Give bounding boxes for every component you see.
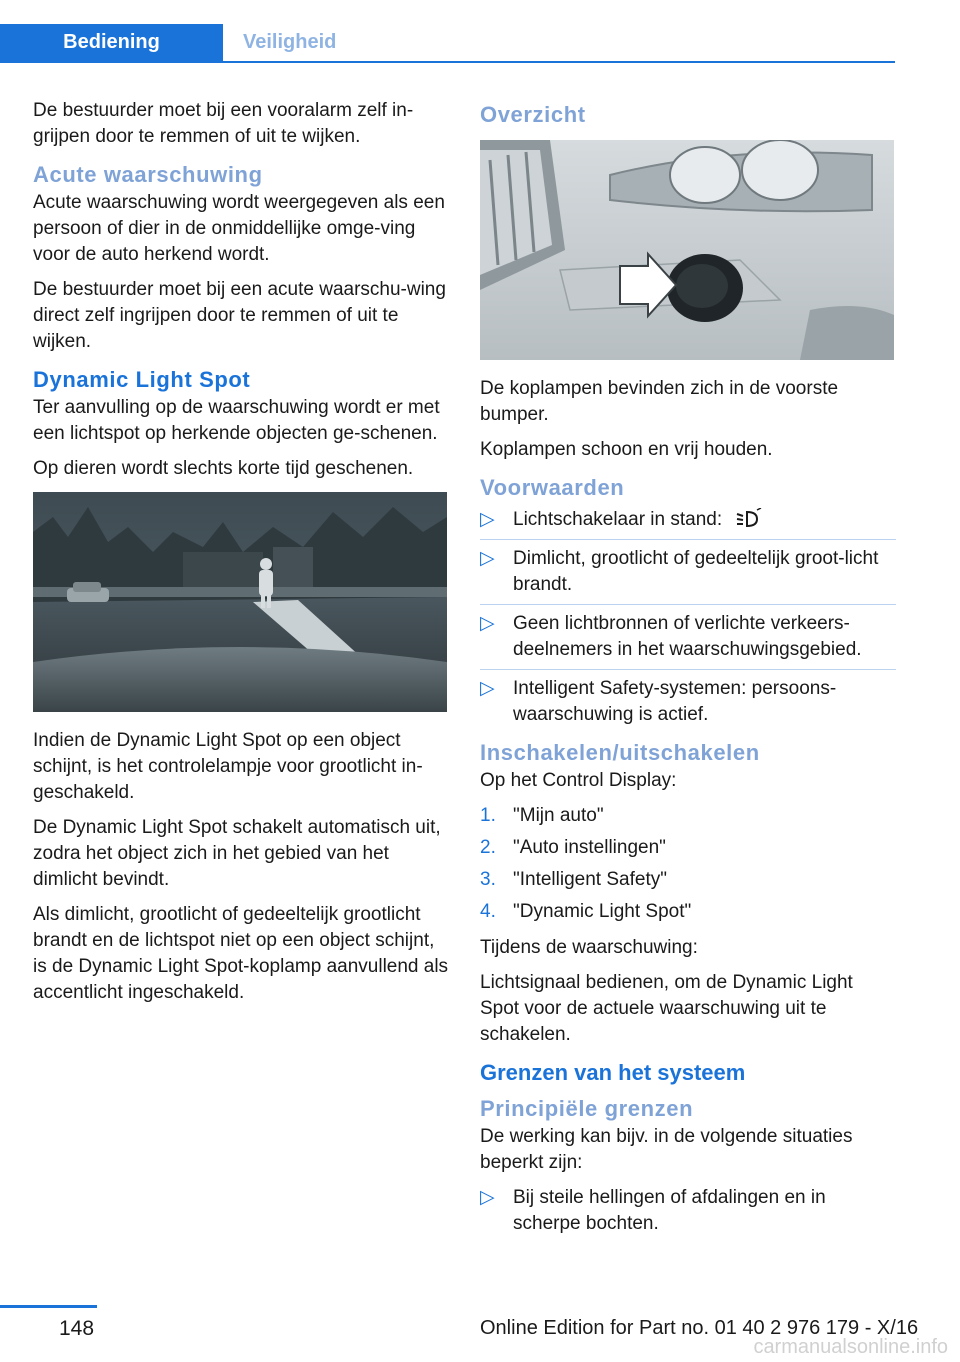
list-item xyxy=(480,1185,896,1237)
paragraph: Lichtsignaal bedienen, om de Dynamic Light Spot voor de actuele waarschuwing uit te schakelen. xyxy=(480,972,853,1045)
list-item-text: Lichtschakelaar in stand: xyxy=(513,509,723,530)
triangle-bullet-icon: ▷ xyxy=(480,509,495,530)
heading-acute-waarschuwing: Acute waarschuwing xyxy=(33,162,263,187)
left-column xyxy=(33,98,449,1015)
paragraph: De Dynamic Light Spot schakelt automatisch uit, zodra het object zich in het gebied van het dimlicht bevindt. xyxy=(33,817,441,890)
heading-grenzen: Grenzen van het systeem xyxy=(480,1060,746,1085)
paragraph: Indien de Dynamic Light Spot op een object schijnt, is het controlelampje voor grootlicht in-geschakeld. xyxy=(33,730,423,803)
list-item: 4. "Dynamic Light Spot" xyxy=(480,901,692,922)
conditions-list xyxy=(480,507,896,728)
steps-list xyxy=(480,803,896,925)
list-item: 1. "Mijn auto" xyxy=(480,805,604,826)
edition-note: Online Edition for Part no. 01 40 2 976 179 - X/16 xyxy=(480,1317,919,1339)
triangle-bullet-icon: ▷ xyxy=(480,548,495,569)
list-item: 2. "Auto instellingen" xyxy=(480,837,666,858)
paragraph: Op het Control Display: xyxy=(480,770,677,791)
paragraph: Koplampen schoon en vrij houden. xyxy=(480,439,773,460)
list-item-text: Geen lichtbronnen of verlichte verkeers-deelnemers in het waarschuwingsgebied. xyxy=(513,613,862,660)
tab-veiligheid[interactable]: Veiligheid xyxy=(243,31,337,53)
heading-dynamic-light-spot: Dynamic Light Spot xyxy=(33,367,251,392)
paragraph: Acute waarschuwing wordt weergegeven als een persoon of dier in de onmiddellijke omge-ving voor de auto herkend wordt. xyxy=(33,192,445,265)
list-item xyxy=(480,507,896,540)
list-item-text: Bij steile hellingen of afdalingen en in scherpe bochten. xyxy=(513,1187,826,1234)
light-switch-symbol-icon xyxy=(735,508,763,528)
footer-rule xyxy=(0,1305,97,1308)
tab-bediening[interactable]: Bediening xyxy=(0,24,223,61)
headlight-illustration xyxy=(480,140,894,360)
triangle-bullet-icon: ▷ xyxy=(480,1187,495,1208)
paragraph: Op dieren wordt slechts korte tijd geschenen. xyxy=(33,458,414,479)
chapter-tabs xyxy=(0,24,895,63)
list-item xyxy=(480,611,896,670)
list-item: 3. "Intelligent Safety" xyxy=(480,869,667,890)
triangle-bullet-icon: ▷ xyxy=(480,678,495,699)
night-road-illustration xyxy=(33,492,447,712)
limits-list xyxy=(480,1185,896,1237)
paragraph: De werking kan bijv. in de volgende situaties beperkt zijn: xyxy=(480,1126,853,1173)
paragraph: De bestuurder moet bij een acute waarschu-wing direct zelf ingrijpen door te remmen of uit te wijken. xyxy=(33,279,446,352)
paragraph: De koplampen bevinden zich in de voorste bumper. xyxy=(480,378,839,425)
list-item xyxy=(480,676,896,728)
list-item-text: Intelligent Safety-systemen: persoons-waarschuwing is actief. xyxy=(513,678,837,725)
watermark: carmanualsonline.info xyxy=(753,1336,948,1358)
page-number: 148 xyxy=(59,1317,95,1340)
triangle-bullet-icon: ▷ xyxy=(480,613,495,634)
list-item-text: Dimlicht, grootlicht of gedeeltelijk groot-licht brandt. xyxy=(513,548,879,595)
heading-overzicht: Overzicht xyxy=(480,102,586,127)
paragraph: De bestuurder moet bij een vooralarm zelf in-grijpen door te remmen of uit te wijken. xyxy=(33,100,414,147)
heading-voorwaarden: Voorwaarden xyxy=(480,475,625,500)
paragraph: Ter aanvulling op de waarschuwing wordt er met een lichtspot op herkende objecten ge-schenen. xyxy=(33,397,440,444)
list-item xyxy=(480,546,896,605)
heading-principiele-grenzen: Principiële grenzen xyxy=(480,1096,694,1121)
right-column xyxy=(480,98,896,1247)
paragraph: Tijdens de waarschuwing: xyxy=(480,937,698,958)
heading-inschakelen: Inschakelen/uitschakelen xyxy=(480,740,760,765)
paragraph: Als dimlicht, grootlicht of gedeeltelijk grootlicht brandt en de lichtspot niet op een object schijnt, is de Dynamic Light Spot-koplamp aanvullend als accentlicht ingeschakeld. xyxy=(33,904,449,1003)
